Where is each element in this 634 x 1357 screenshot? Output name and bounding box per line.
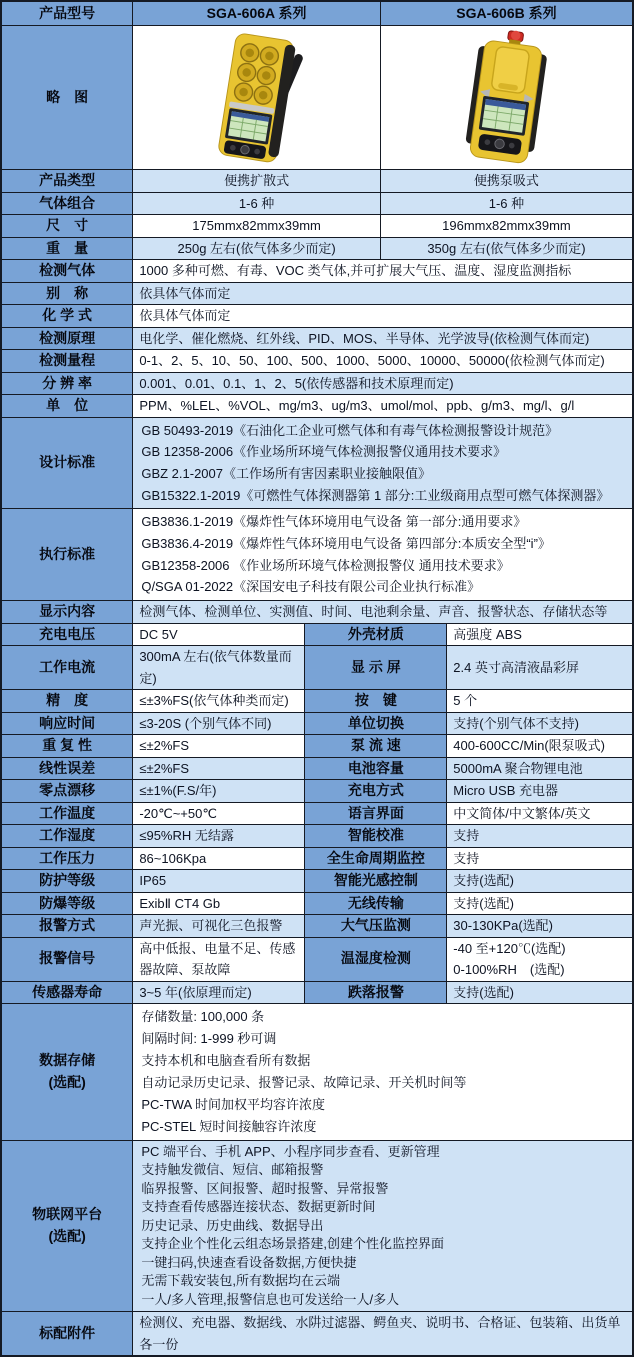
spec-label: [1, 1140, 133, 1312]
spec-label-2: 大气压监测: [305, 915, 447, 938]
spec-label: 线性误差: [1, 757, 133, 780]
spec-value-line: 0-100%RH (选配): [453, 962, 565, 978]
spec-label-line: 数据存储: [39, 1052, 96, 1069]
spec-label: [1, 509, 133, 601]
spec-value: 0.001、0.01、0.1、1、2、5(依传感器和技术原理而定): [133, 372, 633, 395]
spec-label-line: 设计标准: [39, 454, 96, 471]
spec-label-2: 全生命周期监控: [305, 847, 447, 870]
product-photo-sga-606a: [133, 26, 381, 170]
spec-label: 防护等级: [1, 870, 133, 893]
spec-label: 尺 寸: [1, 215, 133, 238]
spec-value-line: 间隔时间: 1-999 秒可调: [141, 1031, 277, 1047]
spec-row: [1, 1312, 633, 1357]
spec-value: 依具体气体而定: [133, 282, 633, 305]
spec-label: 检测量程: [1, 350, 133, 373]
spec-value: ExibⅡ CT4 Gb: [133, 892, 305, 915]
spec-value: 高中低报、电量不足、传感器故障、泵故障: [133, 937, 305, 981]
spec-label: 显示内容: [1, 601, 133, 624]
spec-value-line: GB15322.1-2019《可燃性气体探测器第 1 部分:工业级商用点型可燃气体探测器》: [141, 487, 610, 503]
spec-row: [1, 601, 633, 624]
spec-label: 充电电压: [1, 623, 133, 646]
spec-value: 依具体气体而定: [133, 305, 633, 328]
spec-row: [1, 372, 633, 395]
spec-value: 检测气体、检测单位、实测值、时间、电池剩余量、声音、报警状态、存储状态等: [133, 601, 633, 624]
spec-value-line: 临界报警、区间报警、超时报警、异常报警: [141, 1180, 389, 1196]
spec-row: [1, 780, 633, 803]
spec-row: [1, 623, 633, 646]
spec-value-line: PC 端平台、手机 APP、小程序同步查看、更新管理: [141, 1143, 440, 1159]
spec-value-b: 1-6 种: [380, 192, 633, 215]
spec-label: 工作压力: [1, 847, 133, 870]
spec-value-line: PC-STEL 短时间接触容许浓度: [141, 1118, 317, 1134]
spec-label: 防爆等级: [1, 892, 133, 915]
spec-value-line: GB3836.1-2019《爆炸性气体环境用电气设备 第一部分:通用要求》: [141, 514, 527, 530]
spec-row: [1, 757, 633, 780]
spec-row: [1, 260, 633, 283]
spec-value-line: 一人/多人管理,报警信息也可发送给一人/多人: [141, 1291, 400, 1307]
spec-label: 标配附件: [1, 1312, 133, 1357]
spec-label-2: 跌落报警: [305, 981, 447, 1004]
spec-label: 单 位: [1, 395, 133, 418]
spec-value: PPM、%LEL、%VOL、mg/m3、ug/m3、umol/mol、ppb、g/m3、mg/l、g/l: [133, 395, 633, 418]
header-row: [1, 1, 633, 26]
spec-value-line: Q/SGA 01-2022《深国安电子科技有限公司企业执行标准》: [141, 579, 481, 595]
spec-label: 分 辨 率: [1, 372, 133, 395]
spec-value-line: 自动记录历史记录、报警记录、故障记录、开关机时间等: [141, 1074, 467, 1090]
spec-label: 工作电流: [1, 646, 133, 690]
spec-value-line: 支持本机和电脑查看所有数据: [141, 1052, 311, 1068]
spec-value: 1000 多种可燃、有毒、VOC 类气体,并可扩展大气压、温度、湿度监测指标: [133, 260, 633, 283]
header-series-b: SGA-606B 系列: [380, 1, 633, 26]
spec-value-line: PC-TWA 时间加权平均容许浓度: [141, 1096, 326, 1112]
spec-label-2: 语言界面: [305, 802, 447, 825]
spec-row: [1, 802, 633, 825]
product-photo-sga-606b: [380, 26, 633, 170]
spec-value-multiline: [133, 1140, 633, 1312]
spec-label-2: 智能校准: [305, 825, 447, 848]
spec-row: [1, 282, 633, 305]
spec-value: -20℃~+50℃: [133, 802, 305, 825]
spec-label-line: 执行标准: [39, 545, 96, 562]
spec-value-line: -40 至+120℃(选配): [453, 940, 566, 956]
spec-label: 重 量: [1, 237, 133, 260]
spec-label: 重 复 性: [1, 735, 133, 758]
spec-value-multiline: [133, 509, 633, 601]
spec-value-line: 支持触发微信、短信、邮箱报警: [141, 1162, 324, 1178]
spec-value-2: 30-130KPa(选配): [447, 915, 633, 938]
spec-value-line: GB 12358-2006《作业场所环境气体检测报警仪通用技术要求》: [141, 444, 507, 460]
spec-row: [1, 646, 633, 690]
sketch-label: 略 图: [1, 26, 133, 170]
spec-value: 检测仪、充电器、数据线、水阱过滤器、鳄鱼夹、说明书、合格证、包装箱、出货单各一份: [133, 1312, 633, 1357]
spec-value-line: GB3836.4-2019《爆炸性气体环境用电气设备 第四部分:本质安全型“i”》: [141, 536, 551, 552]
spec-label: 气体组合: [1, 192, 133, 215]
header-product-model: 产品型号: [1, 1, 133, 26]
spec-value-line: 无需下载安装包,所有数据均在云端: [141, 1273, 340, 1289]
spec-label-2: 按 键: [305, 690, 447, 713]
spec-row: [1, 305, 633, 328]
spec-row: [1, 892, 633, 915]
spec-value-a: 175mmx82mmx39mm: [133, 215, 381, 238]
spec-label: 检测气体: [1, 260, 133, 283]
spec-label-line: 物联网平台: [32, 1206, 103, 1223]
spec-value-2: 5000mA 聚合物锂电池: [447, 757, 633, 780]
spec-value-b: 350g 左右(依气体多少而定): [380, 237, 633, 260]
spec-label-line: (选配): [48, 1073, 86, 1090]
spec-label: 响应时间: [1, 712, 133, 735]
spec-row: [1, 981, 633, 1004]
spec-label-2: 泵 流 速: [305, 735, 447, 758]
spec-row: [1, 327, 633, 350]
spec-value-line: GBZ 2.1-2007《工作场所有害因素职业接触限值》: [141, 465, 431, 481]
spec-value-2: 2.4 英寸高清液晶彩屏: [447, 646, 633, 690]
spec-value: 3~5 年(依原理而定): [133, 981, 305, 1004]
spec-value: ≤±2%FS: [133, 757, 305, 780]
spec-value-line: GB 50493-2019《石油化工企业可燃气体和有毒气体检测报警设计规范》: [141, 422, 559, 438]
spec-value-2: 中文简体/中文繁体/英文: [447, 802, 633, 825]
spec-label: [1, 1004, 133, 1140]
spec-label: 零点漂移: [1, 780, 133, 803]
spec-value-b: 便携泵吸式: [380, 170, 633, 193]
spec-row: [1, 192, 633, 215]
spec-row: [1, 870, 633, 893]
spec-row: [1, 170, 633, 193]
spec-label-2: 单位切换: [305, 712, 447, 735]
spec-row: [1, 915, 633, 938]
spec-value-line: GB12358-2006 《作业场所环境气体检测报警仪 通用技术要求》: [141, 557, 510, 573]
spec-label-2: 温湿度检测: [305, 937, 447, 981]
spec-row: [1, 509, 633, 601]
spec-value-2: 支持(个别气体不支持): [447, 712, 633, 735]
spec-label: 报警方式: [1, 915, 133, 938]
spec-value-a: 便携扩散式: [133, 170, 381, 193]
spec-value: IP65: [133, 870, 305, 893]
spec-label: [1, 417, 133, 509]
spec-value: 300mA 左右(依气体数量而定): [133, 646, 305, 690]
spec-label-2: 电池容量: [305, 757, 447, 780]
spec-value: ≤±2%FS: [133, 735, 305, 758]
spec-label: 工作湿度: [1, 825, 133, 848]
spec-value-b: 196mmx82mmx39mm: [380, 215, 633, 238]
spec-label: 化 学 式: [1, 305, 133, 328]
spec-row: [1, 215, 633, 238]
spec-value-2: 高强度 ABS: [447, 623, 633, 646]
spec-value-2: 5 个: [447, 690, 633, 713]
spec-label-2: 充电方式: [305, 780, 447, 803]
sketch-row: [1, 26, 633, 170]
spec-label-2: 无线传输: [305, 892, 447, 915]
spec-value: ≤3-20S (个别气体不同): [133, 712, 305, 735]
spec-value-a: 1-6 种: [133, 192, 381, 215]
spec-value: 电化学、催化燃烧、红外线、PID、MOS、半导体、光学波导(依检测气体而定): [133, 327, 633, 350]
spec-value-line: 一键扫码,快速查看设备数据,方便快捷: [141, 1254, 357, 1270]
spec-row: [1, 1004, 633, 1140]
spec-label: 报警信号: [1, 937, 133, 981]
spec-value-multiline: [133, 1004, 633, 1140]
spec-value: ≤±3%FS(依气体种类而定): [133, 690, 305, 713]
spec-label-2: 外壳材质: [305, 623, 447, 646]
spec-value: 86~106Kpa: [133, 847, 305, 870]
spec-row: [1, 937, 633, 981]
spec-value: ≤95%RH 无结露: [133, 825, 305, 848]
spec-row: [1, 690, 633, 713]
spec-label: 精 度: [1, 690, 133, 713]
spec-value: ≤±1%(F.S/年): [133, 780, 305, 803]
spec-row: [1, 395, 633, 418]
spec-row: [1, 825, 633, 848]
spec-value-a: 250g 左右(依气体多少而定): [133, 237, 381, 260]
spec-value-line: 支持企业个性化云组态场景搭建,创建个性化监控界面: [141, 1236, 444, 1252]
spec-value-2: 支持: [447, 847, 633, 870]
spec-row: [1, 712, 633, 735]
diffusion-detector-illustration: [142, 29, 372, 167]
spec-value: 0-1、2、5、10、50、100、500、1000、5000、10000、50000(依检测气体而定): [133, 350, 633, 373]
spec-value: 声光振、可视化三色报警: [133, 915, 305, 938]
spec-value-2: Micro USB 充电器: [447, 780, 633, 803]
header-series-a: SGA-606A 系列: [133, 1, 381, 26]
spec-value-2: 支持(选配): [447, 892, 633, 915]
spec-value-2: 支持: [447, 825, 633, 848]
spec-value-line: 存储数量: 100,000 条: [141, 1009, 265, 1025]
spec-row: [1, 350, 633, 373]
spec-value: DC 5V: [133, 623, 305, 646]
spec-label: 传感器寿命: [1, 981, 133, 1004]
pump-detector-illustration: [391, 29, 621, 167]
spec-label: 产品类型: [1, 170, 133, 193]
spec-label: 别 称: [1, 282, 133, 305]
spec-row: [1, 417, 633, 509]
spec-value-2: 支持(选配): [447, 870, 633, 893]
spec-row: [1, 735, 633, 758]
spec-value-line: 历史记录、历史曲线、数据导出: [141, 1217, 324, 1233]
spec-value-line: 支持查看传感器连接状态、数据更新时间: [141, 1199, 376, 1215]
spec-row: [1, 237, 633, 260]
spec-label: 工作温度: [1, 802, 133, 825]
spec-label-2: 显 示 屏: [305, 646, 447, 690]
spec-value-2: [447, 937, 633, 981]
spec-value-2: 400-600CC/Min(限泵吸式): [447, 735, 633, 758]
spec-label: 检测原理: [1, 327, 133, 350]
spec-value-2: 支持(选配): [447, 981, 633, 1004]
spec-row: [1, 1140, 633, 1312]
spec-label-2: 智能光感控制: [305, 870, 447, 893]
spec-row: [1, 847, 633, 870]
spec-value-multiline: [133, 417, 633, 509]
spec-label-line: (选配): [48, 1227, 86, 1244]
